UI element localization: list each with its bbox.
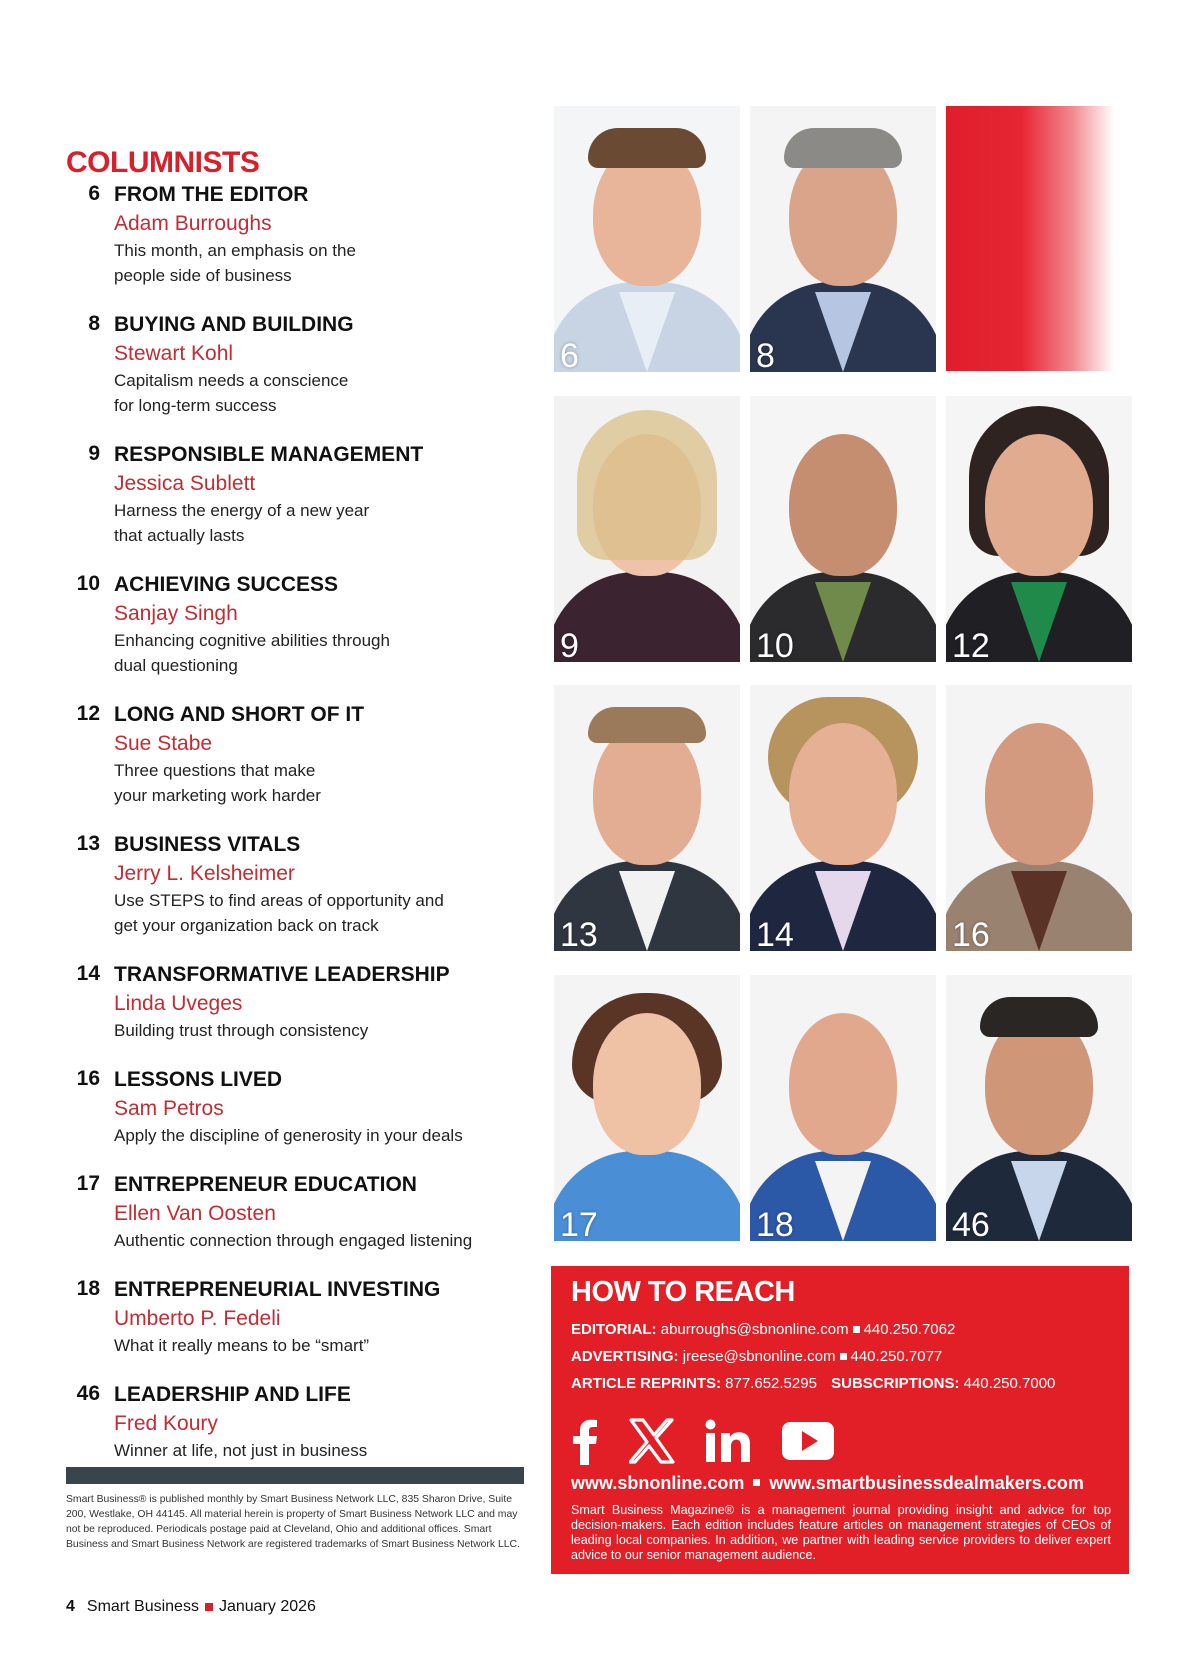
portrait-photo — [750, 106, 936, 372]
column-author: Adam Burroughs — [114, 212, 272, 235]
column-description: This month, an emphasis on the people side of business — [114, 241, 356, 285]
column-description: Enhancing cognitive abilities through dual questioning — [114, 631, 390, 675]
subscriptions-phone[interactable]: 440.250.7000 — [963, 1375, 1056, 1392]
advertising-label: ADVERTISING: — [571, 1348, 679, 1365]
toc-item[interactable] — [66, 1277, 536, 1358]
editorial-contact — [571, 1321, 955, 1338]
red-accent-block — [946, 106, 1114, 371]
panel-title: HOW TO REACH — [571, 1276, 795, 1308]
advertising-email[interactable]: jreese@sbnonline.com — [682, 1348, 836, 1365]
column-author: Fred Koury — [114, 1412, 218, 1435]
page-footer — [66, 1598, 316, 1616]
toc-item[interactable] — [66, 312, 536, 418]
issue-date: January 2026 — [218, 1598, 316, 1615]
column-title: TRANSFORMATIVE LEADERSHIP — [114, 963, 450, 986]
toc-item[interactable] — [66, 1172, 536, 1253]
social-links — [571, 1416, 835, 1466]
photo-page-number: 16 — [952, 916, 990, 951]
linkedin-icon[interactable] — [705, 1416, 751, 1466]
columnists-list — [66, 182, 536, 1487]
column-description: What it really means to be “smart” — [114, 1336, 370, 1355]
toc-page-number: 10 — [76, 572, 100, 595]
site-link-sbnonline[interactable]: www.sbnonline.com — [571, 1473, 745, 1493]
column-description: Three questions that make your marketing work harder — [114, 761, 321, 805]
portrait-photo — [750, 685, 936, 951]
column-description: Apply the discipline of generosity in your deals — [114, 1126, 463, 1145]
toc-page-number: 9 — [88, 442, 100, 465]
toc-item[interactable] — [66, 1382, 536, 1463]
column-description: Authentic connection through engaged listening — [114, 1231, 473, 1250]
editorial-phone[interactable]: 440.250.7062 — [863, 1321, 956, 1338]
editorial-label: EDITORIAL: — [571, 1321, 657, 1338]
column-description: Use STEPS to find areas of opportunity and get your organization back on track — [114, 891, 444, 935]
toc-item[interactable] — [66, 182, 536, 288]
column-description: Winner at life, not just in business — [114, 1441, 368, 1460]
x-icon[interactable] — [629, 1416, 675, 1466]
column-title: BUYING AND BUILDING — [114, 313, 354, 336]
photo-page-number: 17 — [560, 1206, 598, 1241]
column-title: ENTREPRENEURIAL INVESTING — [114, 1278, 441, 1301]
column-description: Harness the energy of a new year that actually lasts — [114, 501, 370, 545]
photo-page-number: 14 — [756, 916, 794, 951]
column-author: Stewart Kohl — [114, 342, 234, 365]
photo-page-number: 9 — [560, 627, 579, 662]
column-title: LEADERSHIP AND LIFE — [114, 1383, 351, 1406]
toc-item[interactable] — [66, 572, 536, 678]
column-title: ACHIEVING SUCCESS — [114, 573, 339, 596]
toc-page-number: 18 — [76, 1277, 100, 1300]
toc-page-number: 12 — [76, 702, 100, 725]
subscriptions-label: SUBSCRIPTIONS: — [831, 1375, 960, 1392]
column-author: Umberto P. Fedeli — [114, 1307, 281, 1330]
portrait-photo — [554, 106, 740, 372]
toc-page-number: 17 — [76, 1172, 100, 1195]
square-separator-icon — [753, 1479, 760, 1486]
column-author: Linda Uveges — [114, 992, 243, 1015]
photo-page-number: 6 — [560, 337, 579, 372]
toc-page-number: 46 — [76, 1382, 100, 1405]
toc-item[interactable] — [66, 1067, 536, 1148]
photo-page-number: 12 — [952, 627, 990, 662]
site-link-dealmakers[interactable]: www.smartbusinessdealmakers.com — [769, 1473, 1084, 1493]
reprints-label: ARTICLE REPRINTS: — [571, 1375, 721, 1392]
photo-page-number: 46 — [952, 1206, 990, 1241]
divider-bar — [66, 1467, 524, 1484]
toc-item[interactable] — [66, 442, 536, 548]
youtube-icon[interactable] — [781, 1416, 835, 1466]
square-separator-icon — [205, 1603, 213, 1611]
portrait-photo — [946, 396, 1132, 662]
portrait-photo — [554, 975, 740, 1241]
column-author: Jerry L. Kelsheimer — [114, 862, 295, 885]
photo-page-number: 18 — [756, 1206, 794, 1241]
toc-page-number: 8 — [88, 312, 100, 335]
advertising-contact — [571, 1348, 942, 1365]
reprints-subscriptions-contact — [571, 1375, 1055, 1392]
toc-page-number: 6 — [88, 182, 100, 205]
column-title: LESSONS LIVED — [114, 1068, 283, 1091]
portrait-photo — [946, 975, 1132, 1241]
magazine-description: Smart Business Magazine® is a management journal providing insight and advice for top decision-makers. Each edition includes feature articles on management strategies of CEOs of leading local companies. In addition, we partner with leading service providers to deliver expert advice to our senior management audience. — [571, 1503, 1111, 1562]
column-title: LONG AND SHORT OF IT — [114, 703, 365, 726]
publication-name: Smart Business — [86, 1598, 199, 1615]
photo-page-number: 10 — [756, 627, 794, 662]
photo-page-number: 13 — [560, 916, 598, 951]
portrait-photo — [554, 396, 740, 662]
portrait-photo — [554, 685, 740, 951]
how-to-reach-panel — [551, 1266, 1129, 1574]
portrait-photo — [750, 396, 936, 662]
square-separator-icon — [853, 1326, 860, 1333]
section-title: COLUMNISTS — [66, 146, 260, 179]
column-description: Capitalism needs a conscience for long-term success — [114, 371, 349, 415]
square-separator-icon — [840, 1353, 847, 1360]
column-description: Building trust through consistency — [114, 1021, 369, 1040]
toc-item[interactable] — [66, 962, 536, 1043]
column-title: FROM THE EDITOR — [114, 183, 309, 206]
legal-notice: Smart Business® is published monthly by Smart Business Network LLC, 835 Sharon Drive, Suite 200, Westlake, OH 44145. All material herein is property of Smart Business Network LLC and may not be reproduced. Periodicals postage paid at Cleveland, Ohio and additional offices. Smart Business and Smart Business Network are registered trademarks of Smart Business Network LLC. — [66, 1494, 520, 1550]
portrait-photo — [750, 975, 936, 1241]
toc-page-number: 14 — [76, 962, 100, 985]
toc-page-number: 16 — [76, 1067, 100, 1090]
column-title: BUSINESS VITALS — [114, 833, 301, 856]
column-author: Sanjay Singh — [114, 602, 238, 625]
page-number: 4 — [66, 1598, 75, 1615]
toc-page-number: 13 — [76, 832, 100, 855]
editorial-email[interactable]: aburroughs@sbnonline.com — [660, 1321, 849, 1338]
column-author: Sue Stabe — [114, 732, 213, 755]
facebook-icon[interactable] — [571, 1416, 599, 1466]
portrait-photo — [946, 685, 1132, 951]
column-author: Ellen Van Oosten — [114, 1202, 276, 1225]
column-author: Sam Petros — [114, 1097, 224, 1120]
column-author: Jessica Sublett — [114, 472, 256, 495]
toc-item[interactable] — [66, 702, 536, 808]
column-title: RESPONSIBLE MANAGEMENT — [114, 443, 424, 466]
advertising-phone[interactable]: 440.250.7077 — [850, 1348, 943, 1365]
column-title: ENTREPRENEUR EDUCATION — [114, 1173, 417, 1196]
photo-page-number: 8 — [756, 337, 775, 372]
reprints-phone[interactable]: 877.652.5295 — [725, 1375, 817, 1392]
toc-item[interactable] — [66, 832, 536, 938]
website-links — [571, 1473, 1084, 1494]
